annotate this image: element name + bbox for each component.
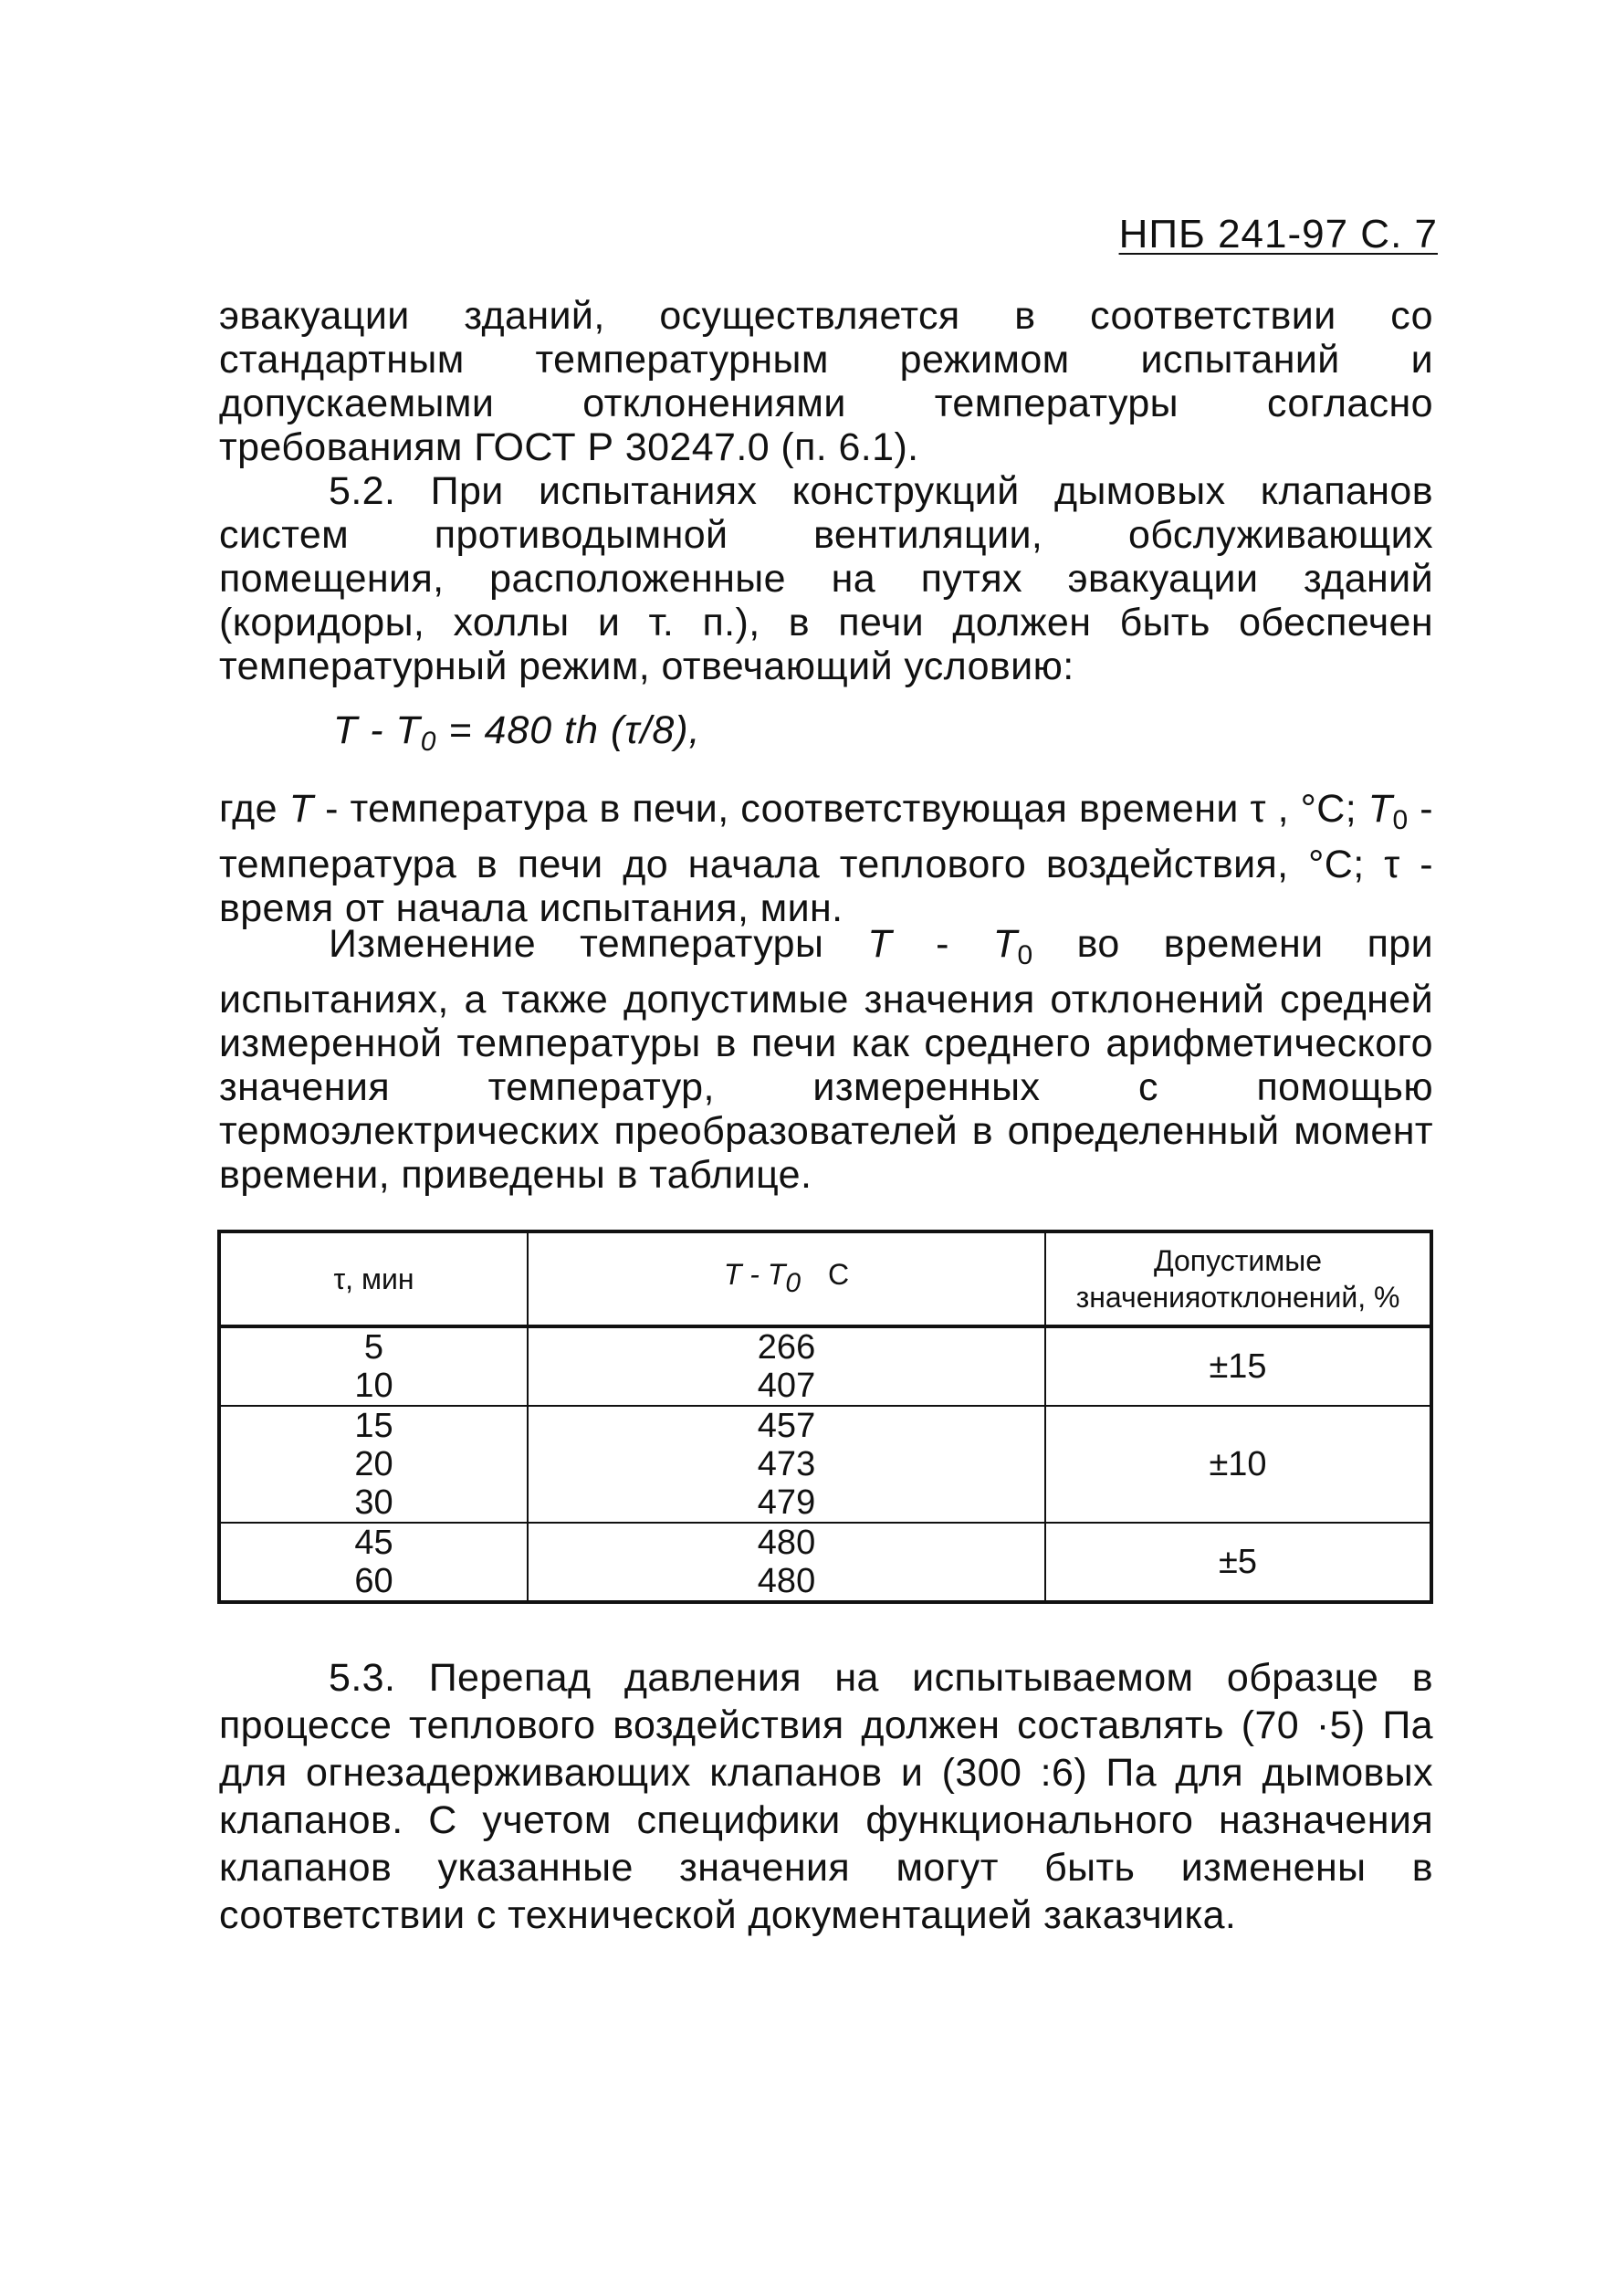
header-temperature xyxy=(528,1231,1045,1326)
cell-deviation: ±10 xyxy=(1045,1406,1431,1523)
header-temperature-unit: С xyxy=(828,1258,850,1291)
cell-time xyxy=(219,1523,528,1602)
cell-value: 5 xyxy=(363,1328,384,1367)
cell-value: 407 xyxy=(757,1367,816,1405)
formula-T0-sub: 0 xyxy=(420,727,437,757)
cell-value: 30 xyxy=(354,1483,393,1522)
formula-T: Т xyxy=(333,708,359,752)
symbol-minus: - xyxy=(892,922,993,966)
cell-temperature xyxy=(528,1406,1045,1523)
definitions-part-a: где xyxy=(219,787,289,831)
cell-deviation: ±15 xyxy=(1045,1326,1431,1406)
symbol-T0-2: Т xyxy=(992,922,1018,966)
paragraph-5-2: 5.2. При испытаниях конструкций дымовых клапанов систем противодымной вентиляции, обслуживающих помещения, расположенные на путях эвакуации зданий (коридоры, холлы и т. п.), в печи должен быть обеспечен температурный режим, отвечающий условию: xyxy=(219,469,1433,688)
temperature-table-wrap xyxy=(217,1230,1433,1604)
cell-time xyxy=(219,1326,528,1406)
page-header: НПБ 241-97 С. 7 xyxy=(1118,212,1438,257)
formula-rhs: = 480 th (τ/8), xyxy=(436,708,701,752)
temp-change-part-a: Изменение температуры xyxy=(329,922,868,966)
header-temperature-T: Т - Т xyxy=(723,1258,786,1291)
header-deviation-line2: отклонений, % xyxy=(1200,1281,1400,1314)
header-deviation-line1: Допустимые значения xyxy=(1075,1244,1323,1314)
cell-temperature xyxy=(528,1326,1045,1406)
paragraph-continuation: эвакуации зданий, осуществляется в соответствии со стандартным температурным режимом испытаний и допускаемыми отклонениями температуры согласно требованиям ГОСТ Р 30247.0 (п. 6.1). xyxy=(219,294,1433,469)
cell-value: 473 xyxy=(757,1445,816,1483)
cell-value: 266 xyxy=(757,1328,816,1367)
table-row xyxy=(219,1523,1431,1602)
paragraph-5-3: 5.3. Перепад давления на испытываемом образце в процессе теплового воздействия должен составлять (70 ·5) Па для огнезадерживающих клапанов и (300 :6) Па для дымовых клапанов. С учетом специфики функционального назначения клапанов указанные значения могут быть изменены в соответствии с технической документацией заказчика. xyxy=(219,1656,1433,1937)
cell-value: 480 xyxy=(757,1562,816,1600)
header-temperature-sub: 0 xyxy=(785,1268,802,1298)
cell-value: 479 xyxy=(757,1483,816,1522)
temperature-table xyxy=(217,1230,1433,1604)
cell-value: 10 xyxy=(354,1367,393,1405)
cell-deviation: ±5 xyxy=(1045,1523,1431,1602)
definitions-part-b: - температура в печи, соответствующая времени τ , °С; xyxy=(313,787,1368,831)
temp-change-part-b: во времени при испытаниях, а также допустимые значения отклонений средней измеренной температуры в печи как среднего арифметического значения температур, измеренных с помощью термоэлектрических преобразователей в определенный момент времени, приведены в таблице. xyxy=(219,922,1433,1197)
symbol-T: Т xyxy=(288,787,314,831)
symbol-T0-sub: 0 xyxy=(1392,805,1409,835)
cell-value: 457 xyxy=(757,1407,816,1445)
cell-value: 20 xyxy=(354,1445,393,1483)
header-deviation xyxy=(1045,1231,1431,1326)
symbol-T-2: Т xyxy=(867,922,893,966)
formula-T0: Т xyxy=(395,708,421,752)
formula-minus: - xyxy=(358,708,396,752)
symbol-T0: Т xyxy=(1367,787,1393,831)
paragraph-temperature-change xyxy=(219,922,1433,1197)
paragraph-definitions xyxy=(219,787,1433,930)
table-header-row xyxy=(219,1231,1431,1326)
definitions-part-c: - температура в печи до начала теплового воздействия, °С; τ - время от начала испытания, мин. xyxy=(219,787,1433,930)
cell-value: 45 xyxy=(354,1524,393,1562)
table-row xyxy=(219,1326,1431,1406)
table-row xyxy=(219,1406,1431,1523)
cell-value: 15 xyxy=(354,1407,393,1445)
cell-value: 60 xyxy=(354,1562,393,1600)
cell-temperature xyxy=(528,1523,1045,1602)
symbol-T0-2-sub: 0 xyxy=(1017,940,1033,970)
header-time: τ, мин xyxy=(219,1231,528,1326)
cell-time xyxy=(219,1406,528,1523)
cell-value: 480 xyxy=(757,1524,816,1562)
formula xyxy=(333,708,701,758)
